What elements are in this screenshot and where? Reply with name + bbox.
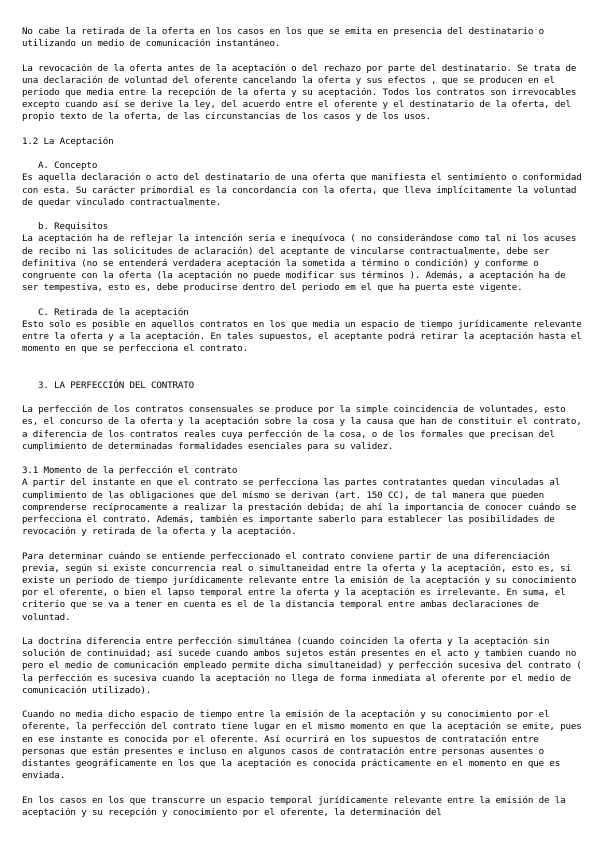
paragraph-momento-c: La doctrina diferencia entre perfección simultánea (cuando coinciden la oferta y la aceptación sin solución de continuidad; así sucede cuando ambos sujetos están presentes en el acto y tambien cuando no pero el medio de comunicación empleado permite dicha simultaneidad) y perfección sucesiva del contrato ( la perfección es sucesiva cuando la aceptación no llega de forma inmediata al oferente por el medio de comunicación utilizado). <box>22 635 582 696</box>
heading-momento-perfeccion: 3.1 Momento de la perfección el contrato <box>22 465 238 477</box>
section-title-perfeccion: 3. LA PERFECCIÓN DEL CONTRATO <box>38 379 195 391</box>
paragraph-perfeccion: La perfección de los contratos consensuales se produce por la simple coincidencia de voluntades, esto es, el concurso de la oferta y la aceptación sobre la cosa y la causa que han de constituir el contrato, a diferencia de los contratos reales cuya perfección de la cosa, o de los formales que precisan del cumplimiento de determinadas formalidades esenciales para su validez. <box>22 404 582 452</box>
paragraph-momento-b: Para determinar cuándo se entiende perfeccionado el contrato conviene partir de una diferenciación previa, según si existe concurrencia real o simultaneidad entre la oferta y la aceptación, esto es, si existe un periodo de tiempo jurídicamente relevante entre la emisión de la aceptación y su conocimiento por el oferente, o bien el lapso temporal entre la oferta y la aceptación es irrelevante. En suma, el criterio que se va a tener en cuenta es el de la distancia temporal entre ambas declaraciones de voluntad. <box>22 550 577 623</box>
paragraph-momento-d: Cuando no media dicho espacio de tiempo entre la emisión de la aceptación y su conocimiento por el oferente, la perfección del contrato tiene lugar en el mismo momento en que la aceptación se emite, pues en ese instante es conocida por el oferente. Así ocurrirá en los supuestos de contratación entre personas que están presentes e incluso en algunos casos de contratación entre personas ausentes o distantes geográficamente en los que la aceptación es conocida prácticamente en el momento en que es enviada. <box>22 709 582 782</box>
document-page <box>22 26 584 831</box>
paragraph-retirada-aceptacion: Esto solo es posible en aquellos contratos en los que media un espacio de tiempo jurídicamente relevante entre la oferta y a la aceptación. En tales supuestos, el aceptante podrá retirar la aceptación hasta el momento en que se perfecciona el contrato. <box>22 318 582 355</box>
paragraph-momento-a: A partir del instante en que el contrato se perfecciona las partes contratantes quedan vinculadas al cumplimiento de las obligaciones que del mismo se derivan (art. 150 CC), de tal manera que pueden comprenderse recíprocamente a realizar la prestación debida; de ahí la importancia de conocer cuándo se perfecciona el contrato. Además, también es importante saberlo para establecer las posibilidades de revocación y retirada de la oferta y la aceptación. <box>22 477 577 538</box>
subheading-requisitos: b. Requisitos <box>38 221 108 233</box>
subheading-retirada-aceptacion: C. Retirada de la aceptación <box>38 306 189 318</box>
paragraph-momento-e: En los casos en los que transcurre un espacio temporal jurídicamente relevante entre la emisión de la aceptación y su recepción y conocimiento por el oferente, la determinación del <box>22 794 566 818</box>
paragraph-retirada-oferta: No cabe la retirada de la oferta en los casos en los que se emita en presencia del destinatario o utilizando un medio de comunicación instantáneo. <box>22 26 544 50</box>
heading-aceptacion: 1.2 La Aceptación <box>22 135 114 147</box>
paragraph-requisitos: La aceptación ha de reflejar la intención seria e inequívoca ( no considerándose como tal ni los acuses de recibo ni las solicitudes de aclaración) del aceptante de vincularse contractualmente, debe ser definitiva (no se entenderá verdadera aceptación la sometida a término o condición) y conforme o congruente con la oferta (la aceptación no puede modificar sus términos ). Además, a aceptación ha de ser tempestiva, esto es, debe producirse dentro del periodo em el que ha puerta este vigente. <box>22 233 577 294</box>
paragraph-concepto: Es aquella declaración o acto del destinatario de una oferta que manifiesta el sentimiento o conformidad con esta. Su carácter primordial es la concordancia con la oferta, que lleva implícitamente la voluntad de quedar vinculado contractualmente. <box>22 172 582 208</box>
subheading-concepto: A. Concepto <box>38 160 98 172</box>
spacer <box>22 368 584 380</box>
paragraph-revocacion-oferta: La revocación de la oferta antes de la aceptación o del rechazo por parte del destinatario. Se trata de una declaración de voluntad del oferente cancelando la oferta y sus efectos , que se producen en el periodo que media entre la recepción de la oferta y su aceptación. Todos los contratos son irrevocables excepto cuando así se derive la ley, del acuerdo entre el oferente y el destinatario de la oferta, del propio texto de la oferta, de las circunstancias de los casos y de los usos. <box>22 62 577 123</box>
